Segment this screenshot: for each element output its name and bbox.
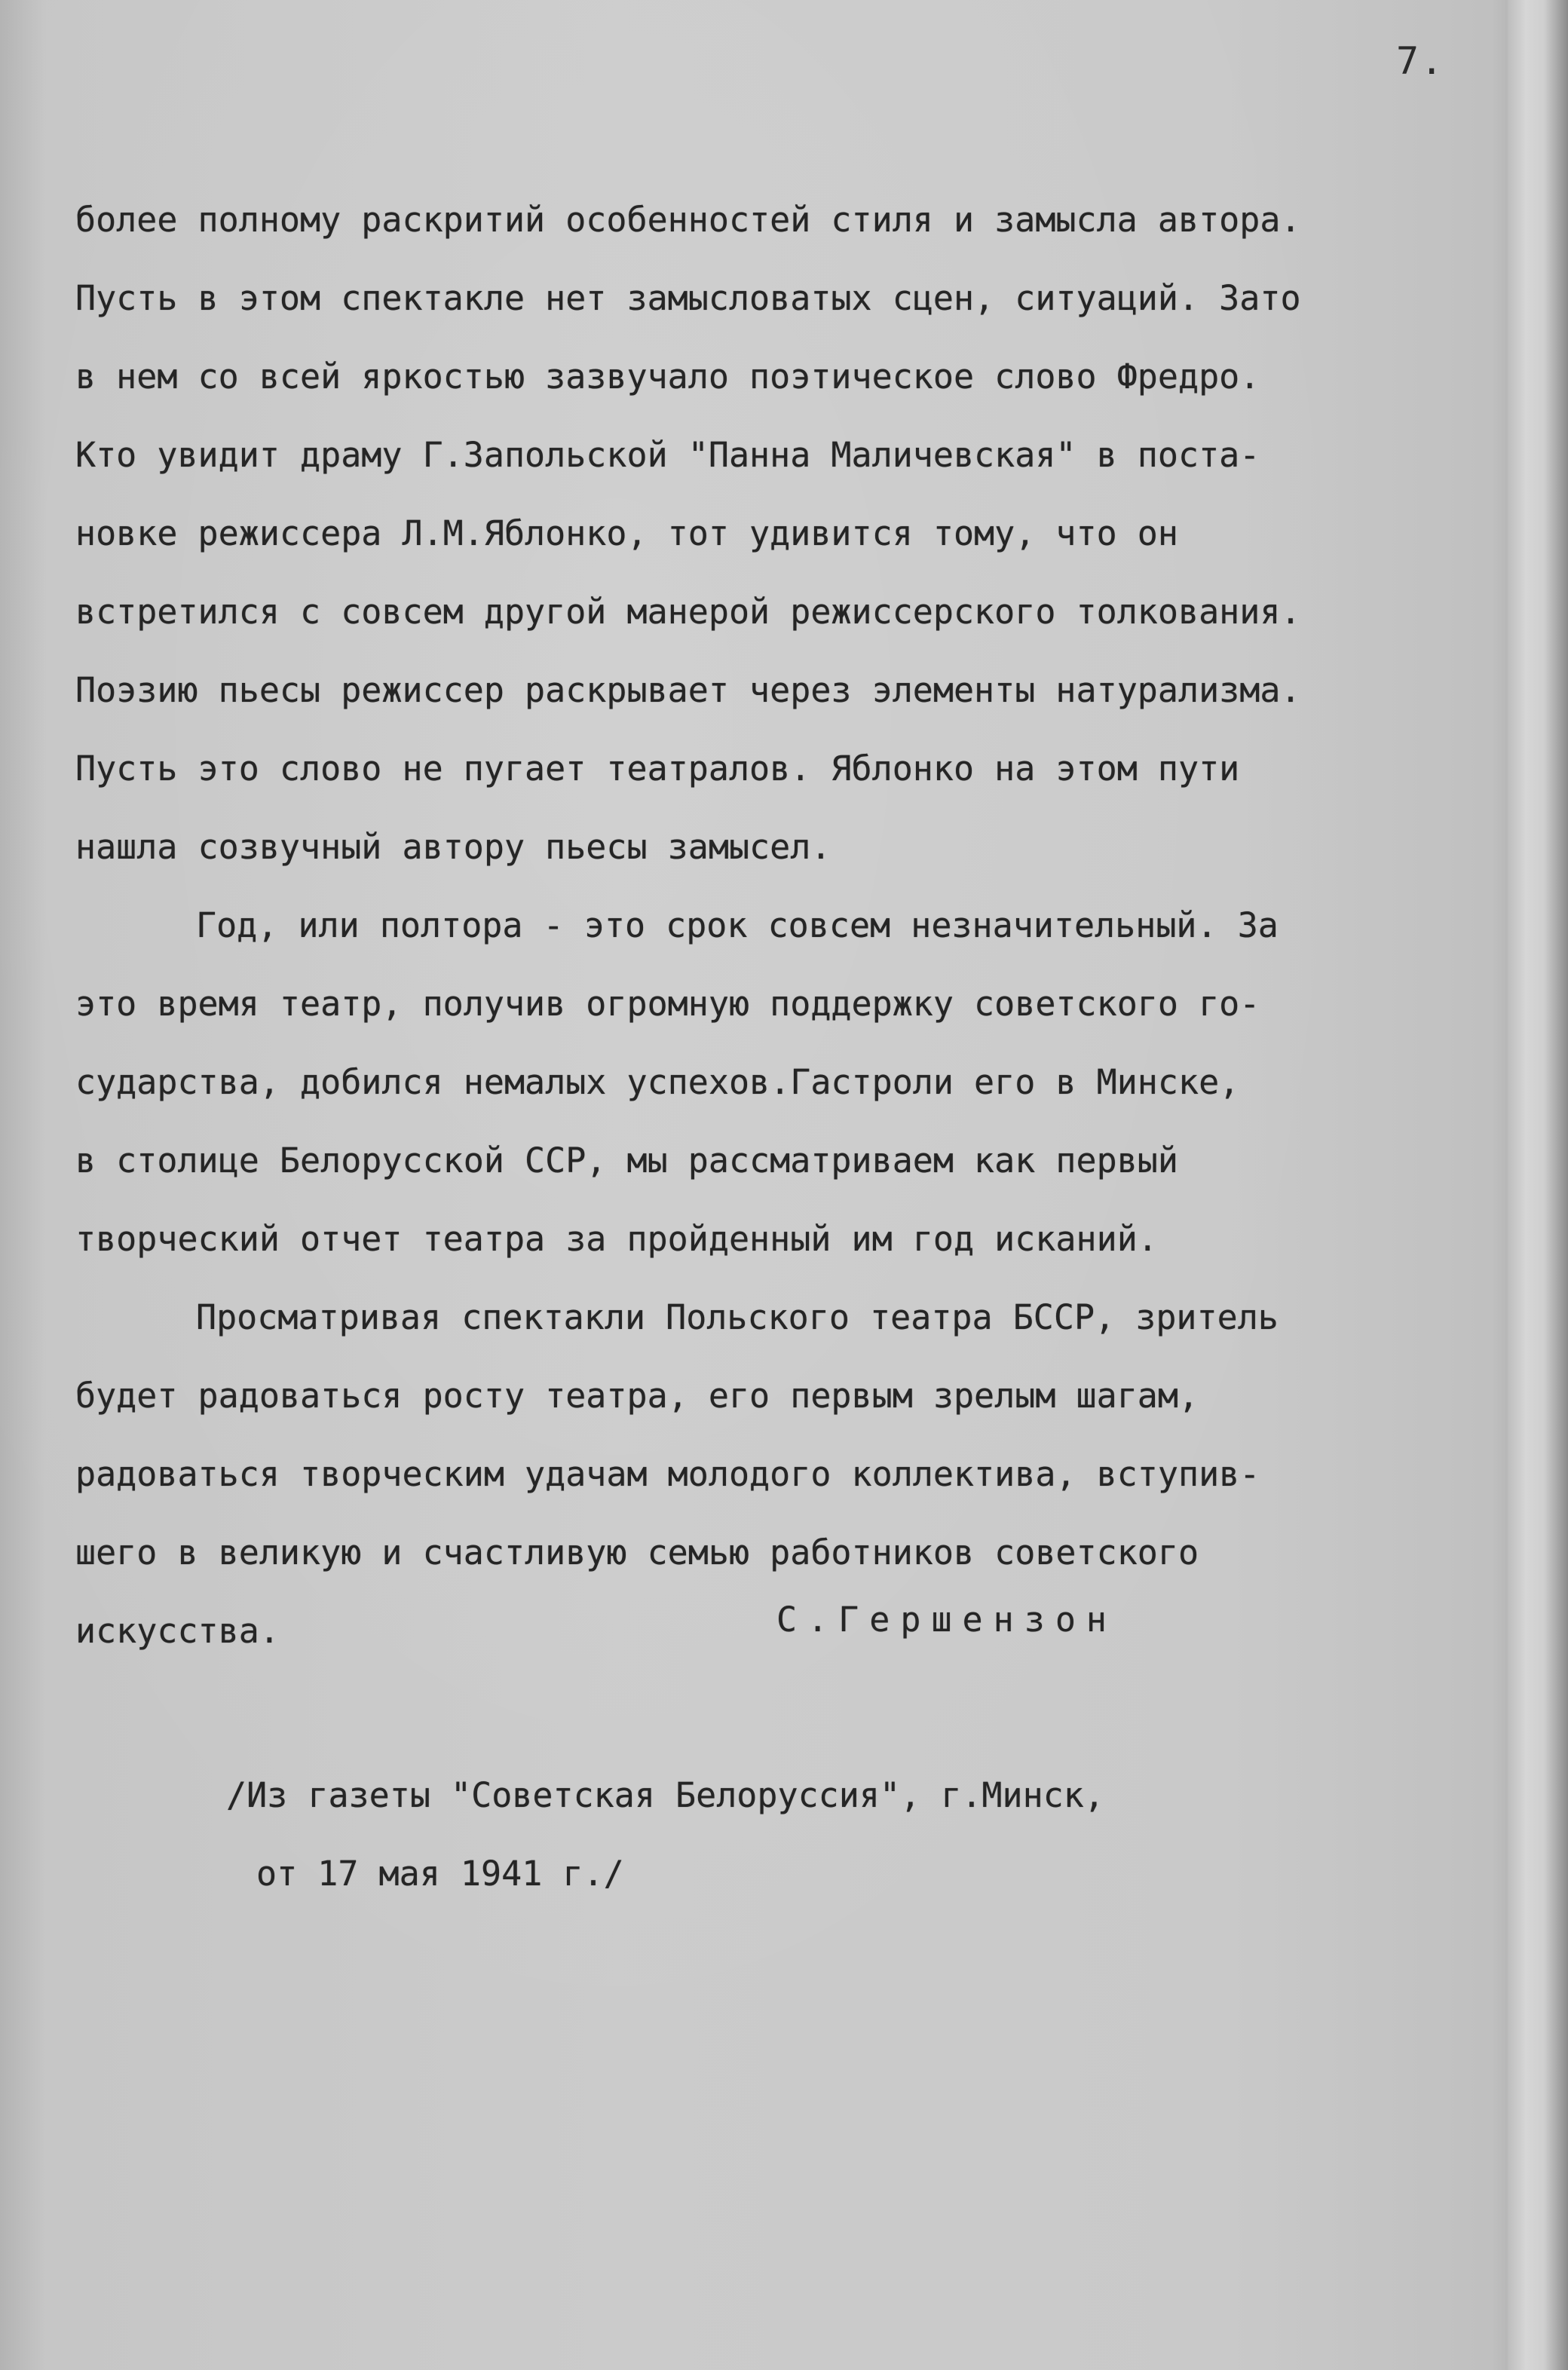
text-line: Пусть это слово не пугает театралов. Яблонко на этом пути [75,749,1240,788]
text-line: радоваться творческим удачам молодого коллектива, вступив- [75,1454,1260,1494]
text-line: Поэзию пьесы режиссер раскрывает через элементы натурализма. [75,670,1301,710]
text-line: встретился с совсем другой манерой режиссерского толкования. [75,592,1301,632]
source-line: /Из газеты "Советская Белоруссия", г.Минск, [226,1775,1104,1815]
text-line: будет радоваться росту театра, его первым зрелым шагам, [75,1376,1199,1416]
page-edge [1508,0,1568,2370]
paragraph-start-line: Год, или полтора - это срок совсем незначительный. За [196,905,1279,945]
text-line: искусства. [75,1611,280,1651]
text-line: сударства, добился немалых успехов.Гастроли его в Минске, [75,1062,1240,1102]
text-line: в столице Белорусской ССР, мы рассматриваем как первый [75,1141,1178,1180]
author-signature: С.Гершензон [776,1600,1118,1640]
text-line: творческий отчет театра за пройденный им год исканий. [75,1219,1158,1259]
paragraph-start-line: Просматривая спектакли Польского театра БССР, зритель [196,1297,1279,1337]
page-number: 7. [1396,39,1445,83]
text-line: более полному раскритий особенностей стиля и замысла автора. [75,200,1301,240]
text-line: это время театр, получив огромную поддержку советского го- [75,984,1260,1024]
text-line: Пусть в этом спектакле нет замысловатых сцен, ситуаций. Зато [75,278,1301,318]
source-date-line: от 17 мая 1941 г./ [256,1854,624,1894]
source-note [226,1756,1104,1913]
text-line: новке режиссера Л.М.Яблонко, тот удивится тому, что он [75,513,1178,553]
text-line: нашла созвучный автору пьесы замысел. [75,827,831,867]
body-text [75,181,1508,1670]
text-line: Кто увидит драму Г.Запольской "Панна Маличевская" в поста- [75,435,1260,475]
text-line: в нем со всей яркостью зазвучало поэтическое слово Фредро. [75,357,1260,397]
text-line: шего в великую и счастливую семью работников советского [75,1533,1199,1572]
